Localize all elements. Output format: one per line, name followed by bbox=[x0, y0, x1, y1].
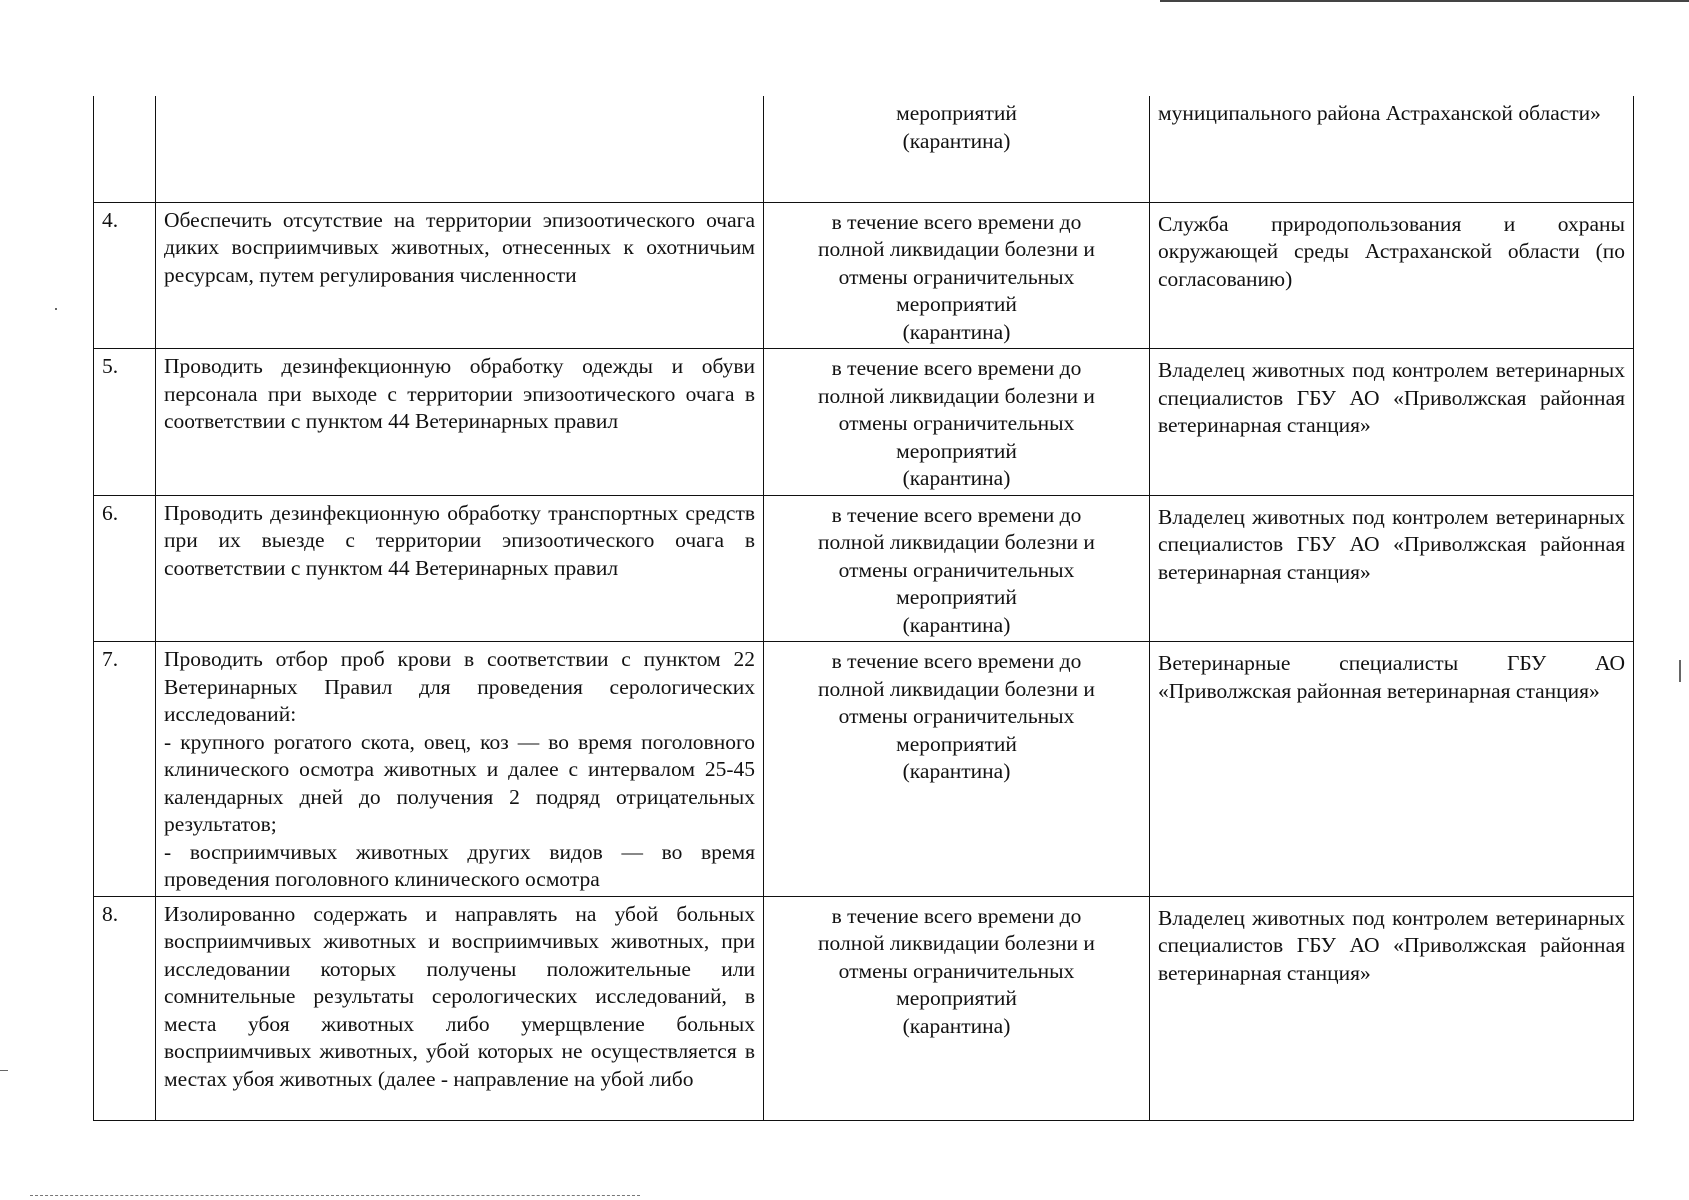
term-line: отмены ограничительных bbox=[838, 264, 1075, 289]
scan-mark bbox=[0, 1070, 8, 1071]
term-line: полной ликвидации болезни и bbox=[818, 931, 1095, 955]
action-paragraph: - восприимчивых животных других видов — во время проведения поголовного клинического осмотра bbox=[164, 839, 755, 891]
row-responsible: Владелец животных под контролем ветеринарных специалистов ГБУ АО «Приволжская районная ветеринарная станция» bbox=[1150, 349, 1634, 496]
row-action bbox=[156, 896, 764, 1120]
action-paragraph: - крупного рогатого скота, овец, коз — во время поголовного клинического осмотра животных и далее с интервалом 25-45 календарных дней до получения 2 подряд отрицательных результатов; bbox=[164, 729, 755, 836]
term-line: мероприятий bbox=[896, 101, 1017, 125]
term-line: в течение всего времени до bbox=[831, 356, 1082, 380]
term-line: мероприятий bbox=[896, 292, 1017, 316]
row-responsible: Владелец животных под контролем ветеринарных специалистов ГБУ АО «Приволжская районная ветеринарная станция» bbox=[1150, 495, 1634, 642]
term-line: в течение всего времени до bbox=[831, 502, 1082, 527]
row-number: 8. bbox=[94, 896, 156, 1120]
term-line: мероприятий bbox=[896, 438, 1017, 463]
term-line: (карантина) bbox=[902, 759, 1011, 783]
scan-edge-top bbox=[1160, 0, 1689, 2]
row-number: 5. bbox=[94, 349, 156, 496]
term-line: мероприятий bbox=[896, 585, 1017, 609]
term-line: (карантина) bbox=[902, 128, 1011, 153]
term-line: отмены ограничительных bbox=[838, 958, 1075, 983]
table-row bbox=[94, 896, 1634, 1120]
row-action bbox=[156, 349, 764, 496]
row-number: 7. bbox=[94, 642, 156, 897]
table-row bbox=[94, 202, 1634, 349]
table-row bbox=[94, 495, 1634, 642]
term-line: в течение всего времени до bbox=[831, 209, 1082, 234]
action-paragraph: Проводить дезинфекционную обработку транспортных средств при их выезде с территории эпизоотического очага в соответствии с пунктом 44 Ветеринарных правил bbox=[164, 500, 755, 580]
term-line: мероприятий bbox=[896, 731, 1017, 756]
scan-mark bbox=[55, 308, 57, 310]
row-action bbox=[156, 96, 764, 202]
row-term bbox=[764, 495, 1150, 642]
table-row bbox=[94, 642, 1634, 897]
term-line: в течение всего времени до bbox=[831, 903, 1082, 928]
action-paragraph: Проводить дезинфекционную обработку одежды и обуви персонала при выходе с территории эпизоотического очага в соответствии с пунктом 44 Ветеринарных правил bbox=[164, 354, 755, 433]
term-line: полной ликвидации болезни и bbox=[818, 530, 1095, 554]
table-row bbox=[94, 349, 1634, 496]
action-paragraph: Проводить отбор проб крови в соответствии с пунктом 22 Ветеринарных Правил для проведения серологических исследований: bbox=[164, 647, 755, 726]
term-line: отмены ограничительных bbox=[838, 704, 1075, 728]
row-action bbox=[156, 642, 764, 897]
row-number: 6. bbox=[94, 495, 156, 642]
term-line: отмены ограничительных bbox=[838, 411, 1075, 435]
term-line: в течение всего времени до bbox=[831, 649, 1082, 673]
scan-edge-bottom bbox=[30, 1195, 640, 1197]
term-line: (карантина) bbox=[902, 466, 1011, 490]
term-line: полной ликвидации болезни и bbox=[818, 237, 1095, 261]
term-line: (карантина) bbox=[902, 612, 1011, 637]
row-term bbox=[764, 642, 1150, 897]
measures-table bbox=[93, 96, 1634, 1121]
row-number: 4. bbox=[94, 202, 156, 349]
action-paragraph: Изолированно содержать и направлять на убой больных восприимчивых животных и восприимчивых животных, при исследовании которых получены положительные или сомнительные результаты серологических исследований, в места убоя животных либо умерщвление больных восприимчивых животных, убой которых не осуществляется в местах убоя животных (далее - направление на убой либо bbox=[164, 901, 755, 1091]
row-responsible: муниципального района Астраханской области» bbox=[1150, 96, 1634, 202]
table-row bbox=[94, 96, 1634, 202]
row-term bbox=[764, 202, 1150, 349]
term-line: (карантина) bbox=[902, 1013, 1011, 1038]
scan-mark bbox=[1679, 660, 1681, 682]
term-line: отмены ограничительных bbox=[838, 557, 1075, 582]
row-responsible: Ветеринарные специалисты ГБУ АО «Приволжская районная ветеринарная станция» bbox=[1150, 642, 1634, 897]
row-term bbox=[764, 896, 1150, 1120]
row-number bbox=[94, 96, 156, 202]
term-line: (карантина) bbox=[902, 319, 1011, 344]
row-term bbox=[764, 349, 1150, 496]
row-action bbox=[156, 202, 764, 349]
row-term bbox=[764, 96, 1150, 202]
term-line: мероприятий bbox=[896, 986, 1017, 1010]
action-paragraph: Обеспечить отсутствие на территории эпизоотического очага диких восприимчивых животных, отнесенных к охотничьим ресурсам, путем регулирования численности bbox=[164, 207, 755, 287]
row-responsible: Владелец животных под контролем ветеринарных специалистов ГБУ АО «Приволжская районная ветеринарная станция» bbox=[1150, 896, 1634, 1120]
term-line: полной ликвидации болезни и bbox=[818, 383, 1095, 408]
term-line: полной ликвидации болезни и bbox=[818, 676, 1095, 701]
row-action bbox=[156, 495, 764, 642]
row-responsible: Служба природопользования и охраны окружающей среды Астраханской области (по согласованию) bbox=[1150, 202, 1634, 349]
